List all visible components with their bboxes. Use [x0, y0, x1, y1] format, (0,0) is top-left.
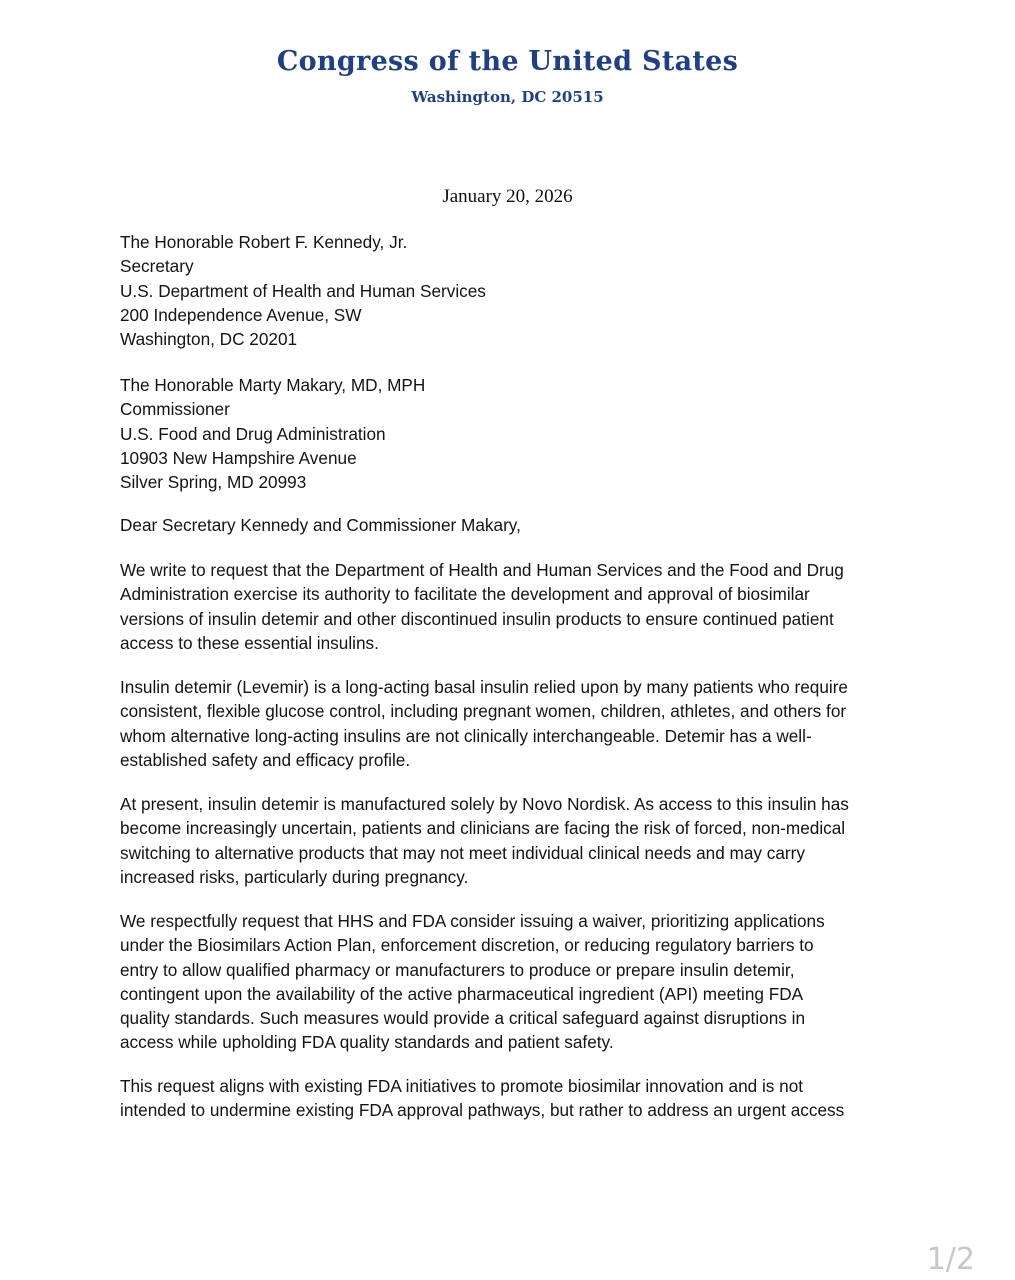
paragraph-line: At present, insulin detemir is manufactured solely by Novo Nordisk. As access to this insulin has [120, 794, 849, 814]
recipient-block-fda [120, 373, 425, 494]
letterhead-location: Washington, DC 20515 [411, 88, 604, 106]
recipient-name: The Honorable Marty Makary, MD, MPH [120, 375, 426, 395]
paragraph-line: established safety and efficacy profile. [120, 749, 411, 770]
paragraph-line: This request aligns with existing FDA initiatives to promote biosimilar innovation and is not [120, 1076, 804, 1096]
paragraph-line: whom alternative long-acting insulins are not clinically interchangeable. Detemir has a well- [120, 725, 812, 746]
recipient-street: 10903 New Hampshire Avenue [120, 447, 357, 468]
paragraph-line: versions of insulin detemir and other discontinued insulin products to ensure continued patient [120, 608, 834, 629]
paragraph-line: consistent, flexible glucose control, including pregnant women, children, athletes, and others for [120, 701, 847, 722]
paragraph-line: switching to alternative products that may not meet individual clinical needs and may carry [120, 842, 805, 863]
recipient-city: Silver Spring, MD 20993 [120, 472, 307, 493]
paragraph-line: entry to allow qualified pharmacy or manufacturers to produce or prepare insulin detemir, [120, 959, 795, 980]
letter-date: January 20, 2026 [442, 186, 573, 207]
paragraph-line: quality standards. Such measures would provide a critical safeguard against disruptions in [120, 1008, 806, 1029]
page-indicator: 1/2 [926, 1242, 975, 1277]
paragraph-line: intended to undermine existing FDA approval pathways, but rather to address an urgent access [120, 1100, 845, 1121]
paragraph-line: increased risks, particularly during pregnancy. [120, 866, 469, 887]
paragraph-alignment [120, 1074, 910, 1123]
recipient-city: Washington, DC 20201 [120, 329, 298, 350]
paragraph-line: access while upholding FDA quality standards and patient safety. [120, 1032, 614, 1053]
recipient-title: Secretary [120, 256, 194, 277]
paragraph-line: under the Biosimilars Action Plan, enforcement discretion, or reducing regulatory barriers to [120, 935, 814, 956]
recipient-name: The Honorable Robert F. Kennedy, Jr. [120, 232, 408, 252]
letterhead-title: Congress of the United States [276, 46, 739, 77]
paragraph-detemir-background [120, 675, 910, 772]
paragraph-supply-risk [120, 792, 910, 889]
paragraph-line: We write to request that the Department of Health and Human Services and the Food and Drug [120, 560, 844, 580]
paragraph-policy-request [120, 909, 910, 1055]
paragraph-request [120, 558, 910, 655]
paragraph-line: access to these essential insulins. [120, 632, 379, 653]
recipient-title: Commissioner [120, 399, 230, 420]
recipient-street: 200 Independence Avenue, SW [120, 304, 362, 325]
recipient-block-hhs [120, 230, 486, 351]
paragraph-line: become increasingly uncertain, patients and clinicians are facing the risk of forced, non-medical [120, 818, 846, 839]
paragraph-line: We respectfully request that HHS and FDA consider issuing a waiver, prioritizing applications [120, 911, 825, 931]
recipient-agency: U.S. Food and Drug Administration [120, 423, 386, 444]
paragraph-line: contingent upon the availability of the active pharmaceutical ingredient (API) meeting FDA [120, 983, 804, 1004]
paragraph-line: Administration exercise its authority to facilitate the development and approval of biosimilar [120, 584, 810, 605]
salutation: Dear Secretary Kennedy and Commissioner Makary, [120, 515, 521, 535]
recipient-agency: U.S. Department of Health and Human Services [120, 280, 486, 301]
paragraph-line: Insulin detemir (Levemir) is a long-acting basal insulin relied upon by many patients who require [120, 677, 848, 697]
